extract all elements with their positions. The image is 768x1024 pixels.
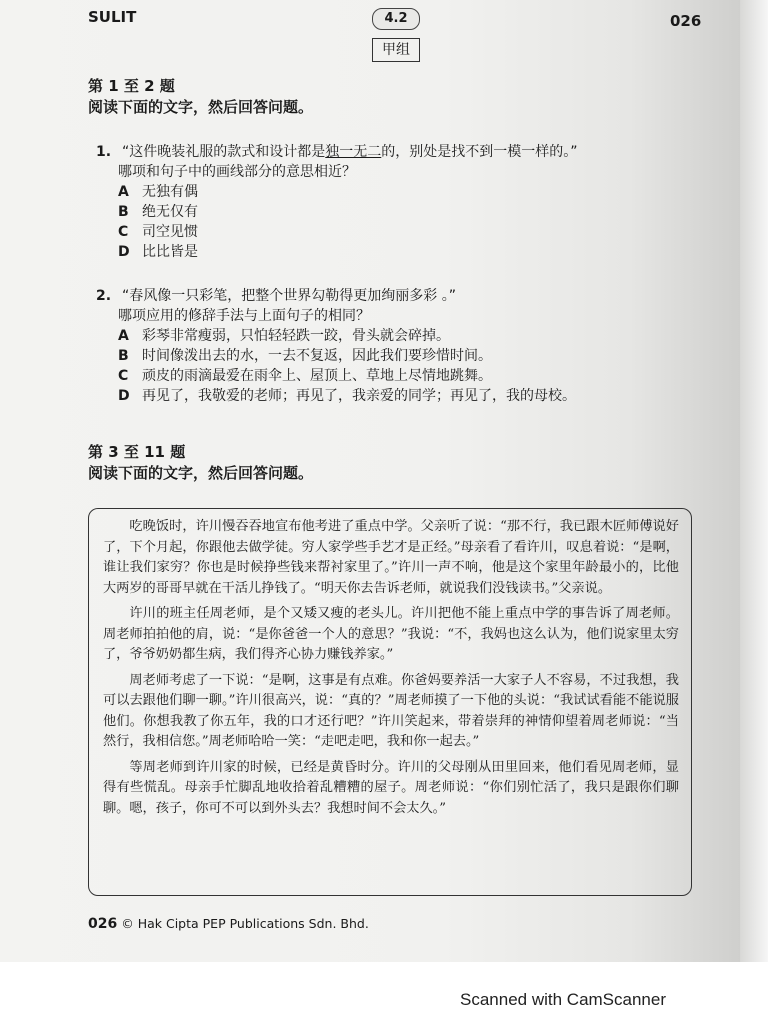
- reading-passage: [88, 508, 692, 896]
- footer: [88, 916, 369, 932]
- passage-paragraph: 许川的班主任周老师，是个又矮又瘦的老头儿。许川把他不能上重点中学的事告诉了周老师。周老师拍拍他的肩，说：“是你爸爸一个人的意思？”我说：“不，我妈也这么认为，他们说家里太穷了，爷爷奶奶都生病，我们得齐心协力赚钱养家。”: [103, 606, 679, 662]
- question-prompt: 哪项应用的修辞手法与上面句子的相同？: [118, 308, 370, 324]
- option-letter: C: [118, 224, 129, 240]
- question-number: 2.: [96, 288, 112, 304]
- section1-instruction: 阅读下面的文字，然后回答问题。: [88, 98, 314, 116]
- question-prompt: 哪项和句子中的画线部分的意思相近？: [118, 164, 356, 180]
- option-a: [96, 182, 578, 202]
- option-letter: A: [118, 184, 129, 200]
- option-text: 时间像泼出去的水，一去不复返，因此我们要珍惜时间。: [142, 348, 492, 364]
- footer-number: 026: [88, 916, 118, 932]
- question-stem-after: 的，别处是找不到一模一样的。”: [381, 144, 578, 160]
- passage-paragraph: 吃晚饭时，许川慢吞吞地宣布他考进了重点中学。父亲听了说：“那不行，我已跟木匠师傅说好了，下个月起，你跟他去做学徒。穷人家学些手艺才是正经。”母亲看了看许川，叹息着说：“是啊，谁让我们家穷？你也是时候挣些钱来帮衬家里了。”许川一声不响，他是这个家里年龄最小的，比他大两岁的哥哥早就在干活儿挣钱了。“明天你去告诉老师，就说我们没钱读书。”父亲说。: [103, 519, 679, 596]
- option-letter: A: [118, 328, 129, 344]
- option-text: 比比皆是: [142, 244, 198, 260]
- option-a: [96, 326, 576, 346]
- section2-range: 第 3 至 11 题: [88, 443, 186, 461]
- section1-range: 第 1 至 2 题: [88, 77, 175, 95]
- passage-paragraph: 周老师考虑了一下说：“是啊，这事是有点难。你爸妈要养活一大家子人不容易，不过我想，我可以去跟他们聊一聊。”许川很高兴，说：“真的？”周老师摸了一下他的头说：“我试试看能不能说服他们。你想我教了你五年，我的口才还行吧？”许川笑起来，带着崇拜的神情仰望着周老师说：“当然行，我相信您。”周老师哈哈一笑：“走吧走吧，我和你一起去。”: [103, 672, 679, 749]
- question-stem: “春风像一只彩笔，把整个世界勾勒得更加绚丽多彩 。”: [122, 288, 456, 304]
- option-b: [96, 202, 578, 222]
- option-text: 顽皮的雨滴最爱在雨伞上、屋顶上、草地上尽情地跳舞。: [142, 368, 492, 384]
- header-sulit: SULIT: [88, 8, 137, 26]
- option-c: [96, 366, 576, 386]
- page-edge-shadow: [740, 0, 768, 962]
- header-code: 026: [670, 12, 702, 30]
- option-d: [96, 242, 578, 262]
- footer-copyright: © Hak Cipta PEP Publications Sdn. Bhd.: [121, 916, 369, 931]
- question-stem-underlined: 独一无二: [325, 144, 382, 160]
- question-number: 1.: [96, 144, 112, 160]
- option-d: [96, 386, 576, 406]
- option-letter: D: [118, 388, 130, 404]
- group-label: 甲组: [372, 38, 420, 62]
- passage-paragraph: 等周老师到许川家的时候，已经是黄昏时分。许川的父母刚从田里回来，他们看见周老师，显得有些慌乱。母亲手忙脚乱地收拾着乱糟糟的屋子。周老师说：“你们别忙活了，我只是跟你们聊聊。嗯，孩子，你可不可以到外头去？我想时间不会太久。”: [103, 759, 679, 816]
- option-c: [96, 222, 578, 242]
- option-text: 司空见惯: [142, 224, 198, 240]
- question-2: [96, 286, 576, 406]
- section2-instruction: 阅读下面的文字，然后回答问题。: [88, 464, 314, 482]
- option-letter: B: [118, 204, 129, 220]
- question-stem-before: “这件晚装礼服的款式和设计都是: [122, 144, 326, 160]
- option-letter: C: [118, 368, 129, 384]
- option-letter: B: [118, 348, 129, 364]
- option-text: 再见了，我敬爱的老师；再见了，我亲爱的同学；再见了，我的母校。: [142, 388, 576, 404]
- option-b: [96, 346, 576, 366]
- option-text: 无独有偶: [142, 184, 198, 200]
- option-text: 绝无仅有: [142, 204, 198, 220]
- question-1: [96, 142, 578, 262]
- option-letter: D: [118, 244, 130, 260]
- scanner-watermark: Scanned with CamScanner: [460, 990, 667, 1009]
- header-page-section: 4.2: [372, 8, 420, 30]
- option-text: 彩琴非常瘦弱，只怕轻轻跌一跤，骨头就会碎掉。: [142, 328, 450, 344]
